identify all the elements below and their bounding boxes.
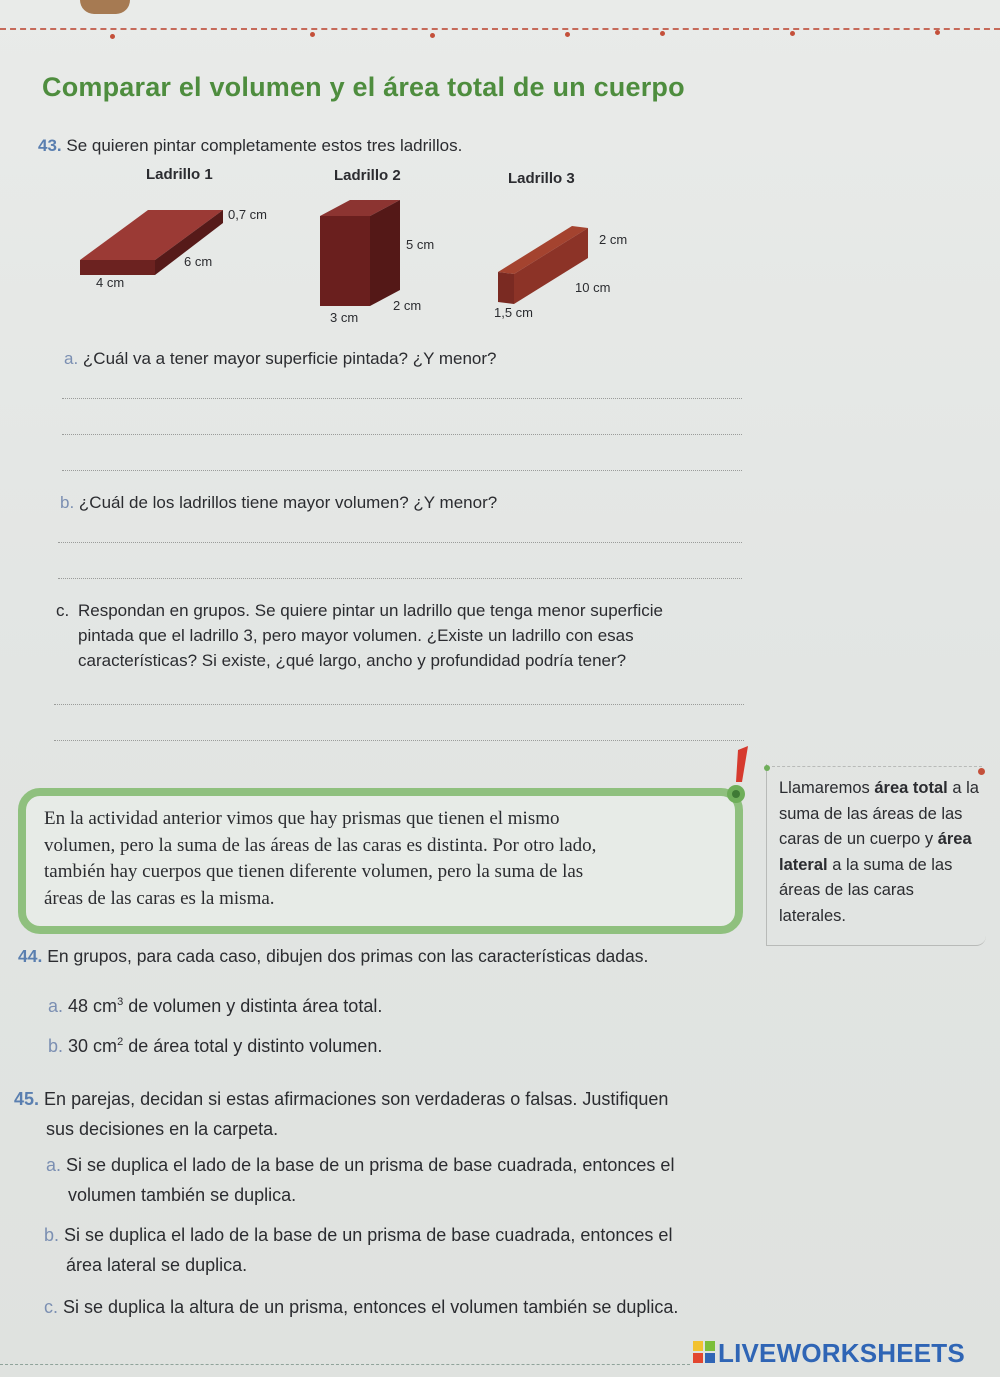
question-text: En grupos, para cada caso, dibujen dos primas con las características dadas. (47, 946, 649, 966)
question-text-line: sus decisiones en la carpeta. (46, 1119, 279, 1139)
question-number: 43. (38, 136, 62, 155)
item-text-line: Si se duplica el lado de la base de un prisma de base cuadrada, entonces el (66, 1155, 675, 1175)
item-letter: a. (64, 349, 79, 368)
brick-1-length: 6 cm (184, 254, 213, 269)
definition-part: a la suma de las áreas de las caras laterales. (779, 855, 953, 925)
brick-1-label: Ladrillo 1 (146, 166, 213, 183)
border-dot (430, 33, 435, 38)
brick-3-label: Ladrillo 3 (508, 170, 575, 187)
question-45 (14, 1084, 668, 1144)
brick-2-drawing (318, 198, 406, 310)
item-text-line: pintada que el ladrillo 3, pero mayor volumen. ¿Existe un ladrillo con esas (78, 626, 634, 645)
brick-2-side-face (370, 200, 400, 306)
answer-line-43b-1[interactable] (58, 542, 742, 543)
item-letter: b. (60, 493, 75, 512)
definition-text (779, 776, 979, 929)
answer-line-43a-2[interactable] (62, 434, 742, 435)
question-44 (18, 944, 648, 969)
note-line: volumen, pero la suma de las áreas de las caras es distinta. Por otro lado, (44, 834, 597, 856)
brick-1-drawing (78, 205, 228, 283)
item-letter: a. (46, 1155, 62, 1175)
item-text-line: características? Si existe, ¿qué largo, ancho y profundidad podría tener? (78, 651, 627, 670)
question-44a (48, 990, 382, 1019)
item-text-line: área lateral se duplica. (66, 1255, 248, 1275)
border-dot (935, 30, 940, 35)
liveworksheets-logo-icon (693, 1341, 715, 1363)
question-43c (78, 598, 748, 673)
ring-decoration (80, 0, 130, 14)
definition-term-area-lateral: área lateral (779, 830, 972, 874)
brick-1-front-face (80, 260, 155, 275)
definition-box-dashed-top (772, 766, 982, 767)
question-43a (64, 346, 496, 371)
exclamation-icon (722, 744, 758, 806)
question-45c (44, 1292, 678, 1322)
answer-line-43a-1[interactable] (62, 398, 742, 399)
item-text: de área total y distinto volumen. (123, 1036, 383, 1056)
item-text: de volumen y distinta área total. (123, 996, 383, 1016)
brick-3-length: 10 cm (575, 280, 611, 295)
item-letter: a. (48, 996, 64, 1016)
answer-line-43c-2[interactable] (54, 740, 744, 741)
item-text-line: volumen también se duplica. (68, 1185, 297, 1205)
definition-dot (978, 768, 985, 775)
question-text-line: En parejas, decidan si estas afirmaciones son verdaderas o falsas. Justifiquen (44, 1089, 669, 1109)
border-dot (310, 32, 315, 37)
question-43b (60, 490, 497, 515)
question-43 (38, 133, 462, 158)
question-43c-letter: c. (56, 601, 70, 620)
question-text: Se quieren pintar completamente estos tres ladrillos. (66, 136, 463, 155)
top-dashed-border (0, 28, 1000, 30)
border-dot (110, 34, 115, 39)
liveworksheets-logo[interactable]: LIVEWORKSHEETS (718, 1338, 965, 1368)
answer-line-43b-2[interactable] (58, 578, 742, 579)
answer-line-43c-1[interactable] (54, 704, 744, 705)
item-exponent: 3 (117, 996, 124, 1008)
brick-2-front-face (320, 216, 370, 306)
item-value: 30 cm (68, 1036, 118, 1056)
summary-note-text (44, 806, 734, 912)
definition-part: a la suma de las áreas de las caras de un cuerpo y (779, 779, 979, 848)
brick-2-label: Ladrillo 2 (334, 167, 401, 184)
item-letter: b. (44, 1225, 60, 1245)
question-number: 45. (14, 1089, 40, 1109)
item-text-line: Respondan en grupos. Se quiere pintar un ladrillo que tenga menor superficie (78, 601, 663, 620)
question-44b (48, 1030, 382, 1059)
item-text: ¿Cuál de los ladrillos tiene mayor volumen? ¿Y menor? (78, 493, 498, 512)
question-number: 44. (18, 946, 43, 966)
note-line: En la actividad anterior vimos que hay prismas que tienen el mismo (44, 808, 560, 829)
item-text: ¿Cuál va a tener mayor superficie pintada? ¿Y menor? (82, 349, 497, 368)
bottom-dashed-border (0, 1364, 690, 1365)
brick-1-width: 4 cm (96, 275, 125, 290)
item-text-line: Si se duplica el lado de la base de un prisma de base cuadrada, entonces el (64, 1225, 673, 1245)
definition-term-area-total: área total (874, 779, 948, 797)
item-value: 48 cm (68, 996, 118, 1016)
item-letter: b. (48, 1036, 64, 1056)
definition-part: Llamaremos (779, 779, 875, 797)
note-line: áreas de las caras es la misma. (44, 887, 275, 909)
item-letter: c. (44, 1297, 59, 1317)
question-45b (44, 1220, 672, 1280)
border-dot (565, 32, 570, 37)
brick-2-depth: 2 cm (393, 298, 422, 313)
brick-3-front-face (498, 272, 514, 304)
definition-dot-green (764, 765, 770, 771)
brick-3-height: 2 cm (599, 232, 628, 247)
brick-3-drawing (494, 222, 594, 308)
section-title: Comparar el volumen y el área total de un cuerpo (42, 72, 685, 102)
brick-1-height: 0,7 cm (228, 207, 268, 222)
answer-line-43a-3[interactable] (62, 470, 742, 471)
brick-2-height: 5 cm (406, 237, 435, 252)
brick-2-width: 3 cm (330, 310, 359, 325)
brick-3-width: 1,5 cm (494, 305, 534, 320)
item-exponent: 2 (117, 1036, 124, 1048)
border-dot (660, 31, 665, 36)
item-text: Si se duplica la altura de un prisma, entonces el volumen también se duplica. (63, 1297, 679, 1317)
note-line: también hay cuerpos que tienen diferente volumen, pero la suma de las (44, 861, 584, 882)
question-45a (46, 1150, 674, 1210)
border-dot (790, 31, 795, 36)
